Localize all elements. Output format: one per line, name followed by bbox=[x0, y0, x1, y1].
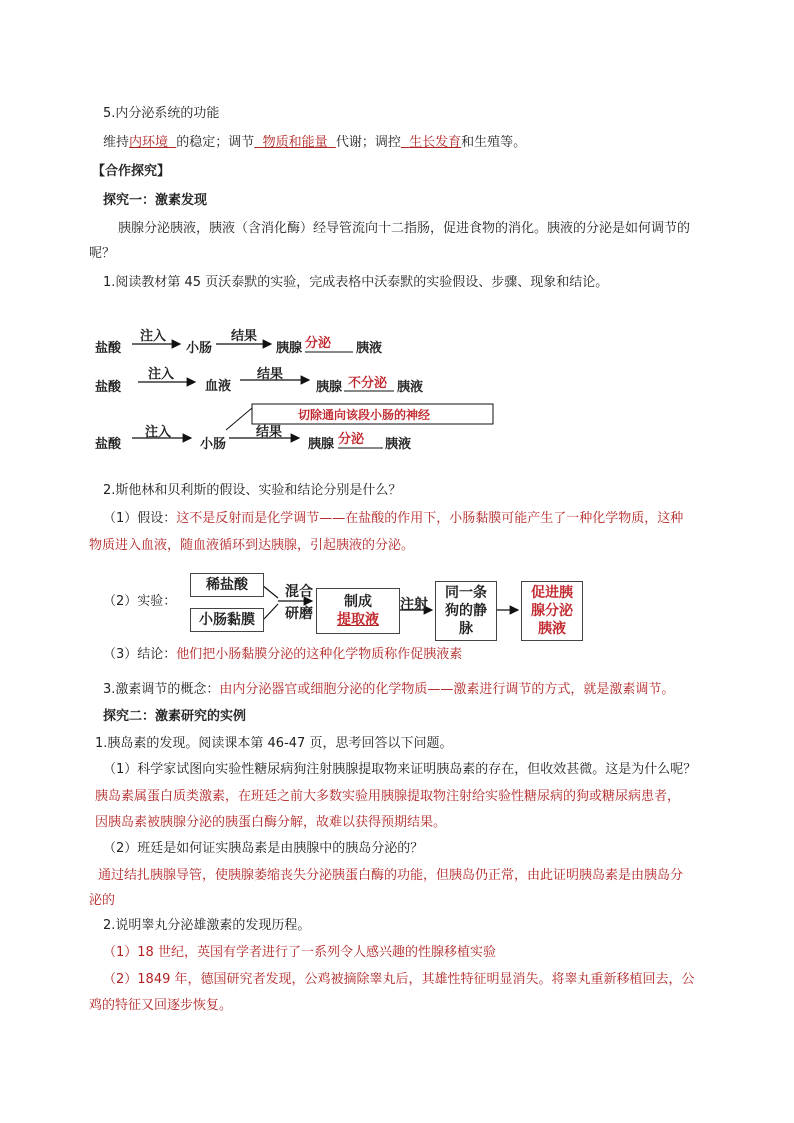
hypothesis-line-2: 物质进入血液，随血液循环到达胰腺，引起胰液的分泌。 bbox=[89, 538, 415, 553]
box-result bbox=[521, 581, 583, 641]
explore1-intro-1: 胰腺分泌胰液，胰液（含消化酶）经导管流向十二指肠，促进食物的消化。胰液的分泌是如何调节的 bbox=[118, 221, 691, 236]
row3-inject-label: 注入 bbox=[145, 425, 172, 440]
box-dilute-hcl: 稀盐酸 bbox=[190, 573, 264, 597]
row2-pancreas: 胰腺 bbox=[316, 380, 343, 395]
row1-intestine: 小肠 bbox=[186, 341, 213, 356]
extract-label: 提取液 bbox=[337, 612, 379, 628]
answer-matter-energy: 物质和能量 bbox=[262, 135, 328, 150]
row3-note: 切除通向该段小肠的神经 bbox=[298, 408, 431, 422]
insulin-answer-2b: 泌的 bbox=[89, 893, 116, 908]
row3-intestine: 小肠 bbox=[200, 437, 227, 452]
s5-text-1: 维持 bbox=[103, 135, 130, 150]
testes-point-1: （1）18 世纪，英国有学者进行了一系列令人感兴趣的性腺移植实验 bbox=[103, 945, 496, 960]
insulin-answer-1b: 因胰岛素被胰腺分泌的胰蛋白酶分解，故难以获得预期结果。 bbox=[95, 815, 447, 830]
row2-inject-label: 注入 bbox=[148, 367, 175, 382]
result-line-2: 腺分泌 bbox=[531, 603, 573, 619]
dog-line-1: 同一条 bbox=[445, 585, 487, 601]
cooperate-heading: 【合作探究】 bbox=[92, 164, 171, 179]
insulin-answer-1a: 胰岛素属蛋白质类激素，在班廷之前大多数实验用胰腺提取物注射给实验性糖尿病的狗或糖尿病患者， bbox=[95, 789, 681, 804]
conclusion-label: （3）结论： bbox=[103, 647, 177, 662]
result-line-1: 促进胰 bbox=[531, 585, 573, 601]
row2-result-label: 结果 bbox=[257, 367, 284, 382]
row1-hcl: 盐酸 bbox=[95, 341, 122, 356]
box-make-extract bbox=[316, 588, 400, 634]
hypothesis-text-1: 这不是反射而是化学调节——在盐酸的作用下，小肠黏膜可能产生了一种化学物质，这种 bbox=[176, 511, 684, 526]
inject-label: 注射 bbox=[400, 597, 428, 613]
row1-result-label: 结果 bbox=[231, 329, 258, 344]
row3-pancreas: 胰腺 bbox=[308, 437, 335, 452]
testes-point-2b: 鸡的特征又回逐步恢复。 bbox=[89, 998, 233, 1013]
insulin-question-2: （2）班廷是如何证实胰岛素是由胰腺中的胰岛分泌的？ bbox=[103, 841, 424, 856]
question-1: 1.阅读教材第 45 页沃泰默的实验，完成表格中沃泰默的实验假设、步骤、现象和结论。 bbox=[103, 275, 609, 290]
answer-growth-development: 生长发育 bbox=[409, 135, 462, 150]
explore1-intro-2: 呢？ bbox=[89, 246, 116, 261]
grind-label: 研磨 bbox=[285, 606, 313, 622]
explore2-title: 探究二：激素研究的实例 bbox=[103, 709, 247, 724]
insulin-heading: 1.胰岛素的发现。阅读课本第 46-47 页，思考回答以下问题。 bbox=[95, 736, 453, 751]
hormone-concept-label: 3.激素调节的概念： bbox=[103, 682, 220, 697]
experiment-label: （2）实验： bbox=[103, 594, 177, 609]
row3-answer: 分泌 bbox=[338, 432, 365, 447]
hormone-concept-text: 由内分泌器官或细胞分泌的化学物质——激素进行调节的方式，就是激素调节。 bbox=[219, 682, 675, 697]
conclusion-text: 他们把小肠黏膜分泌的这种化学物质称作促胰液素 bbox=[176, 647, 463, 662]
row2-answer: 不分泌 bbox=[348, 376, 388, 391]
testes-point-2a: （2）1849 年，德国研究者发现，公鸡被摘除睾丸后，其雄性特征明显消失。将睾丸重新移植回去，公 bbox=[103, 972, 695, 987]
dog-line-2: 狗的静 bbox=[445, 603, 487, 619]
row1-pancreatic-juice: 胰液 bbox=[356, 341, 383, 356]
answer-internal-environment: 内环境 bbox=[129, 135, 169, 150]
row3-result-label: 结果 bbox=[256, 425, 283, 440]
result-line-3: 胰液 bbox=[538, 621, 566, 637]
hormone-concept-line bbox=[103, 680, 674, 700]
make-label: 制成 bbox=[344, 594, 372, 610]
merge-line-top bbox=[262, 585, 278, 598]
insulin-question-1: （1）科学家试图向实验性糖尿病狗注射胰腺提取物来证明胰岛素的存在，但收效甚微。这是为什么呢？ bbox=[103, 762, 697, 777]
conclusion-line bbox=[103, 645, 462, 665]
row2-hcl: 盐酸 bbox=[95, 380, 122, 395]
row3-hcl: 盐酸 bbox=[95, 437, 122, 452]
testes-heading: 2.说明睾丸分泌雄激素的发现历程。 bbox=[103, 918, 311, 933]
merge-line-bottom bbox=[264, 604, 278, 619]
s5-text-3: 代谢；调控 bbox=[335, 135, 401, 150]
row2-blood: 血液 bbox=[205, 379, 232, 394]
hypothesis-label: （1）假设： bbox=[103, 511, 177, 526]
row2-pancreatic-juice: 胰液 bbox=[397, 380, 424, 395]
explore1-title: 探究一：激素发现 bbox=[103, 193, 208, 208]
section5-title: 5.内分泌系统的功能 bbox=[103, 106, 220, 121]
box-intestinal-mucosa: 小肠黏膜 bbox=[190, 608, 264, 632]
insulin-answer-2a: 通过结扎胰腺导管，使胰腺萎缩丧失分泌胰蛋白酶的功能，但胰岛仍正常，由此证明胰岛素是由胰岛分 bbox=[98, 868, 684, 883]
row1-pancreas: 胰腺 bbox=[276, 341, 303, 356]
mix-label: 混合 bbox=[285, 584, 313, 600]
s5-text-4: 和生殖等。 bbox=[461, 135, 527, 150]
row1-answer: 分泌 bbox=[305, 336, 332, 351]
row1-inject-label: 注入 bbox=[140, 329, 167, 344]
box-dog-vein bbox=[435, 581, 497, 641]
question-2: 2.斯他林和贝利斯的假设、实验和结论分别是什么？ bbox=[103, 483, 402, 498]
s5-text-2: 的稳定；调节 bbox=[176, 135, 255, 150]
dog-line-3: 脉 bbox=[459, 621, 473, 637]
row3-pancreatic-juice: 胰液 bbox=[385, 437, 412, 452]
